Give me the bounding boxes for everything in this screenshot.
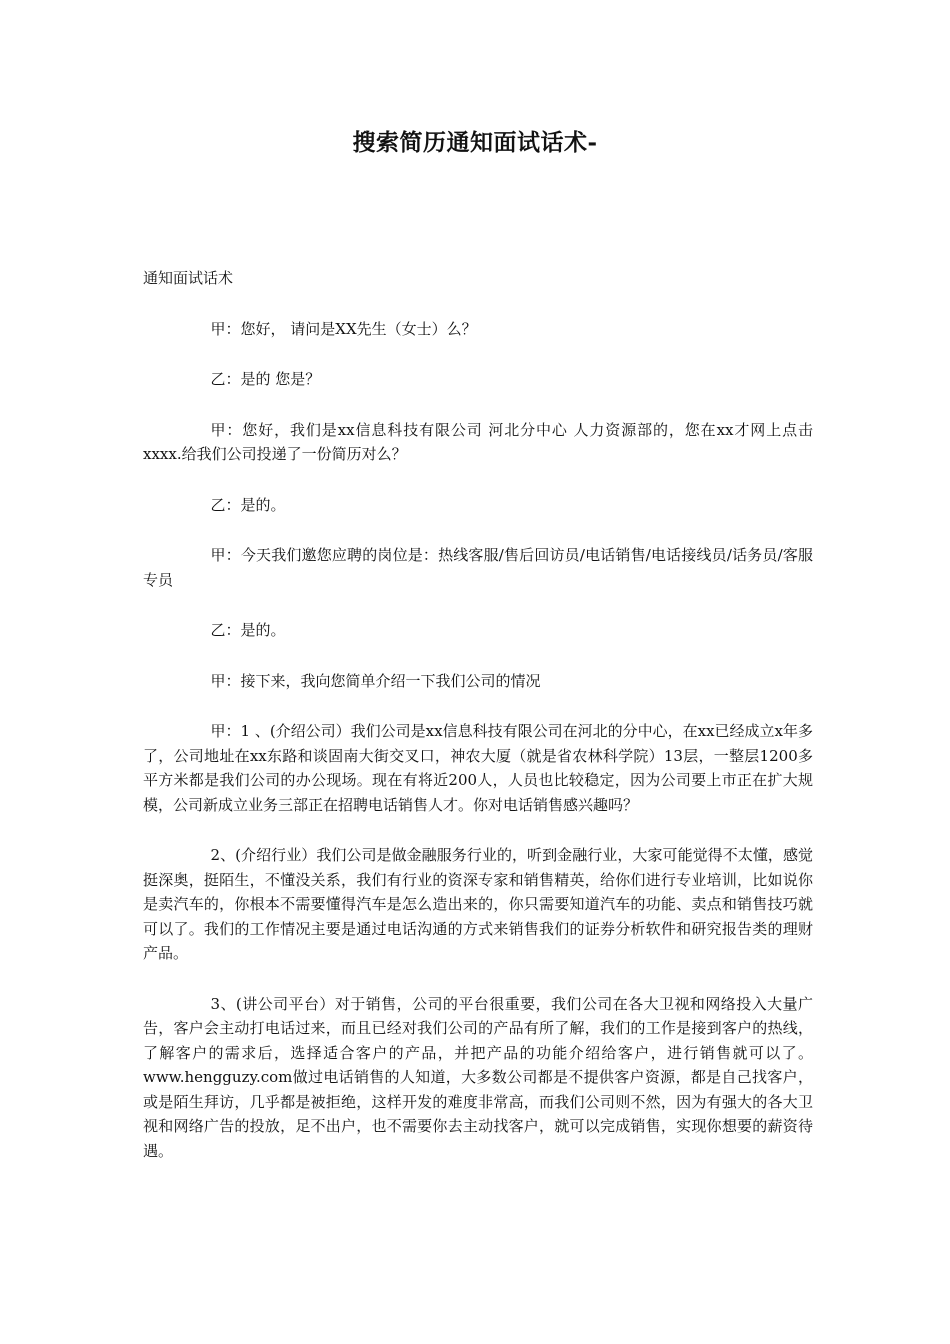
paragraph: 3、(讲公司平台）对于销售，公司的平台很重要，我们公司在各大卫视和网络投入大量广告，客户会主动打电话过来，而且已经对我们公司的产品有所了解，我们的工作是接到客户的热线，了解客户的需求后，选择适合客户的产品，并把产品的功能介绍给客户，进行销售就可以了。www.hengguzy.com做过电话销售的人知道，大多数公司都是不提供客户资源，都是自己找客户，或是陌生拜访，几乎都是被拒绝，这样开发的难度非常高，而我们公司则不然，因为有强大的各大卫视和网络广告的投放，足不出户，也不需要你去主动找客户，就可以完成销售，实现你想要的薪资待遇。 [143,994,813,1160]
paragraph: 乙：是的 您是？ [210,370,321,388]
document-body [143,266,813,1189]
section-heading: 通知面试话术 [143,269,234,287]
document-title: 搜索简历通知面试话术- [352,129,598,156]
paragraph: 乙：是的。 [210,495,286,514]
paragraph: 甲：今天我们邀您应聘的岗位是：热线客服/售后回访员/电话销售/电话接线员/话务员/客服专员 [143,546,813,589]
paragraph: 甲：接下来，我向您简单介绍一下我们公司的情况 [210,671,541,690]
paragraph: 2、(介绍行业）我们公司是做金融服务行业的，听到金融行业，大家可能觉得不太懂，感觉挺深奥，挺陌生，不懂没关系，我们有行业的资深专家和销售精英，给你们进行专业培训，比如说你是卖汽车的，你根本不需要懂得汽车是怎么造出来的，你只需要知道汽车的功能、卖点和销售技巧就可以了。我们的工作情况主要是通过电话沟通的方式来销售我们的证券分析软件和研究报告类的理财产品。 [143,846,813,962]
paragraph: 甲：您好， 请问是XX先生（女士）么？ [210,319,477,338]
paragraph: 甲：您好，我们是xx信息科技有限公司 河北分中心 人力资源部的，您在xx才网上点击xxxx.给我们公司投递了一份简历对么？ [143,420,813,463]
paragraph: 甲：1 、(介绍公司）我们公司是xx信息科技有限公司在河北的分中心，在xx已经成立x年多了，公司地址在xx东路和谈固南大街交叉口，神农大厦（就是省农林科学院）13层，一整层1200多平方米都是我们公司的办公现场。现在有将近200人，人员也比较稳定，因为公司要上市正在扩大规模，公司新成立业务三部正在招聘电话销售人才。你对电话销售感兴趣吗？ [143,722,813,814]
paragraph: 乙：是的。 [210,621,286,639]
